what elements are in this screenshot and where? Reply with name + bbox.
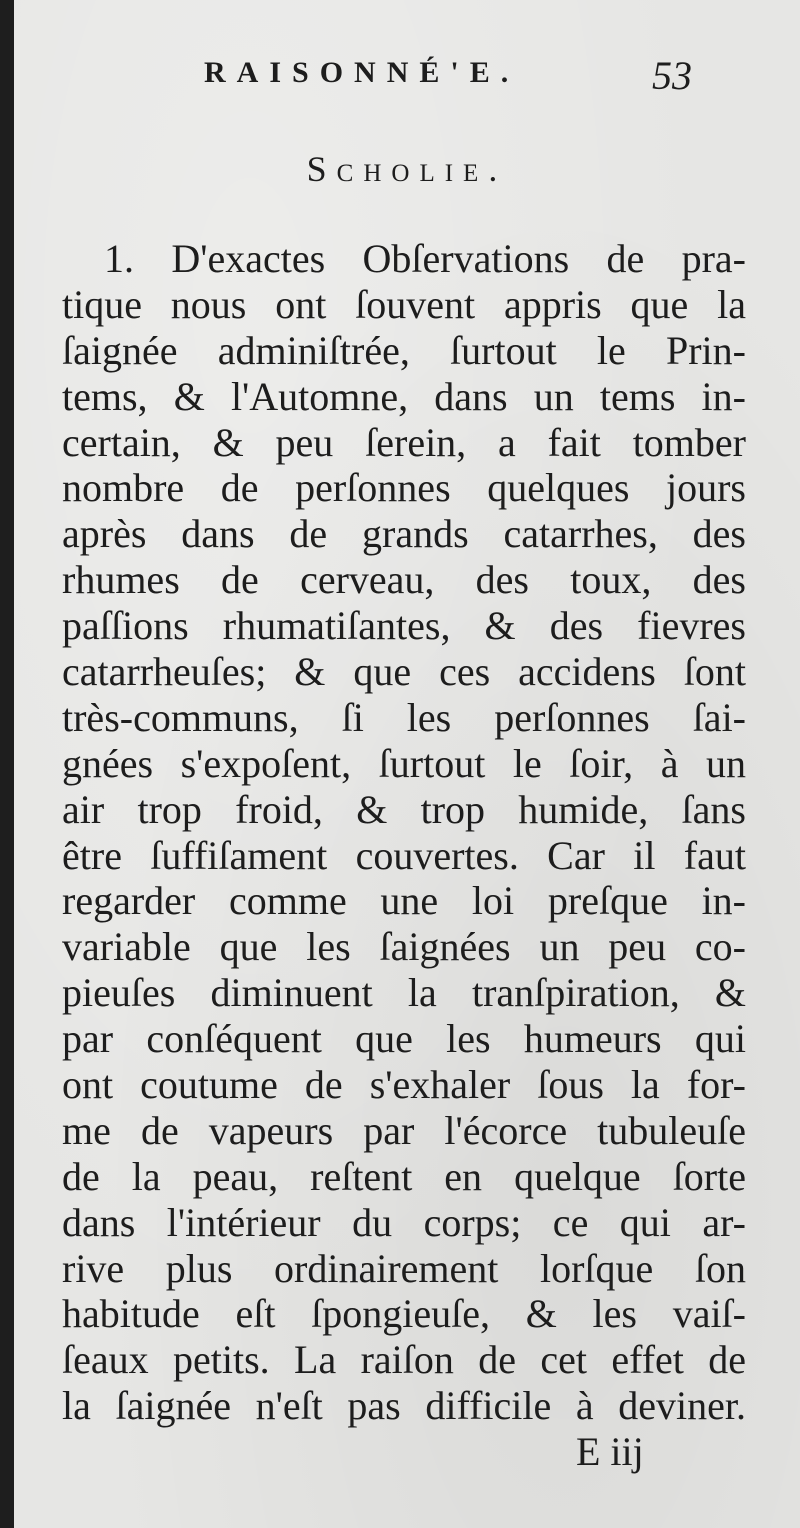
text-line: très-communs, ſi les perſonnes ſai- xyxy=(62,694,746,740)
text-line: ſeaux petits. La raiſon de cet effet de xyxy=(62,1337,746,1383)
page-number: 53 xyxy=(652,53,692,98)
text-line: ont coutume de s'exhaler ſous la for- xyxy=(62,1062,746,1108)
running-head xyxy=(14,52,800,102)
text-line: paſſions rhumatiſantes, & des fievres xyxy=(62,603,746,649)
text-line: nombre de perſonnes quelques jours xyxy=(62,465,746,511)
running-title: RAISONNÉ'E. xyxy=(204,56,520,89)
signature-mark: E iij xyxy=(576,1429,644,1474)
text-line: variable que les ſaignées un peu co- xyxy=(62,924,746,970)
text-line: catarrheuſes; & que ces accidens ſont xyxy=(62,649,746,695)
body-paragraph xyxy=(62,236,746,1429)
text-line: rhumes de cerveau, des toux, des xyxy=(62,557,746,603)
text-line: dans l'intérieur du corps; ce qui ar- xyxy=(62,1199,746,1245)
text-line: air trop froid, & trop humide, ſans xyxy=(62,786,746,832)
text-line: être ſuffiſament couvertes. Car il faut xyxy=(62,832,746,878)
text-line: de la peau, reſtent en quelque ſorte xyxy=(62,1153,746,1199)
text-line: rive plus ordinairement lorſque ſon xyxy=(62,1245,746,1291)
text-line: gnées s'expoſent, ſurtout le ſoir, à un xyxy=(62,740,746,786)
text-line: tique nous ont ſouvent appris que la xyxy=(62,281,746,327)
text-line: la ſaignée n'eſt pas difficile à deviner. xyxy=(62,1383,746,1429)
text-line: regarder comme une loi preſque in- xyxy=(62,878,746,924)
text-line: 1. D'exactes Obſervations de pra- xyxy=(104,236,746,281)
text-line: tems, & l'Automne, dans un tems in- xyxy=(62,373,746,419)
text-line: me de vapeurs par l'écorce tubuleuſe xyxy=(62,1107,746,1153)
text-line: par conſéquent que les humeurs qui xyxy=(62,1016,746,1062)
text-line: pieuſes diminuent la tranſpiration, & xyxy=(62,970,746,1016)
book-page xyxy=(14,0,800,1528)
text-line: habitude eſt ſpongieuſe, & les vaiſ- xyxy=(62,1291,746,1337)
section-title: Scholie. xyxy=(306,149,508,189)
text-line: ſaignée adminiſtrée, ſurtout le Prin- xyxy=(62,327,746,373)
text-line: certain, & peu ſerein, a fait tomber xyxy=(62,419,746,465)
text-line: après dans de grands catarrhes, des xyxy=(62,511,746,557)
